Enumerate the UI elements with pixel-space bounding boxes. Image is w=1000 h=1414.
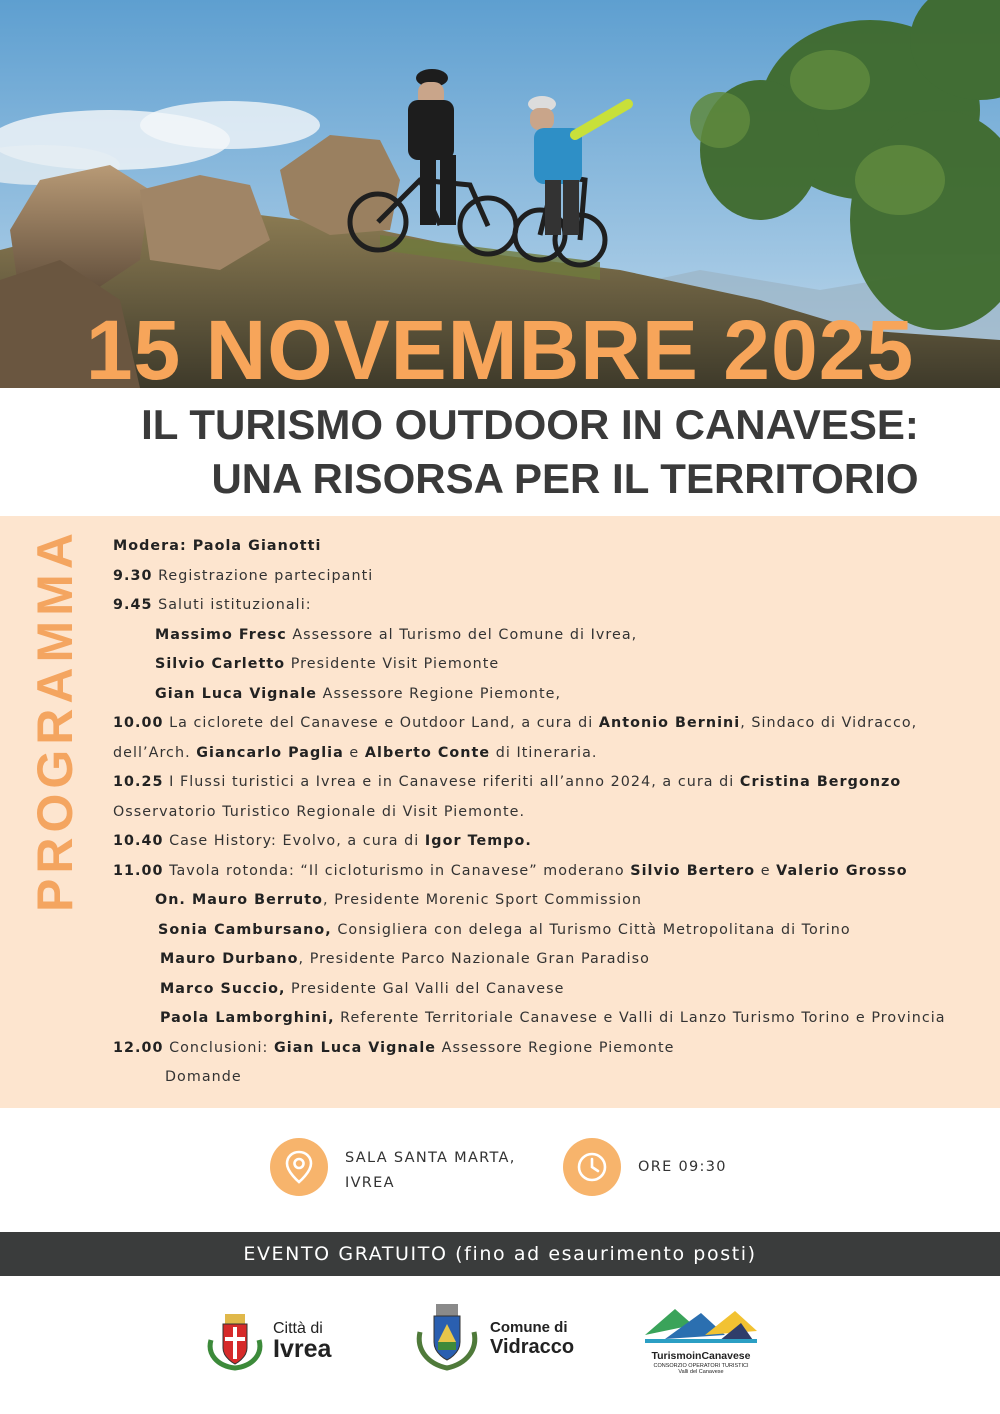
program-line-text: di Itineraria.: [490, 744, 598, 761]
program-line: [113, 886, 993, 916]
program-line-bold-text: Igor Tempo.: [424, 833, 532, 849]
ivrea-logo-line-1: Città di: [273, 1319, 323, 1337]
program-line-text: Domande: [165, 1069, 242, 1085]
program-line: [113, 1004, 993, 1034]
program-line-text: Tavola rotonda: “Il cicloturismo in Canavese” moderano: [163, 862, 631, 879]
program-line-bold-text: Modera: Paola Gianotti: [113, 538, 322, 554]
program-line-bold-text: Marco Succio,: [160, 980, 286, 997]
program-line-text: Assessore Regione Piemonte,: [317, 685, 562, 702]
program-line-bold-text: Gian Luca Vignale: [273, 1039, 437, 1056]
program-line-bold-text: Sonia Cambursano,: [158, 921, 332, 938]
location-line-1: SALA SANTA MARTA,: [345, 1150, 516, 1166]
location-line-2: IVREA: [345, 1175, 395, 1191]
program-line-bold-text: Cristina Bergonzo: [739, 774, 902, 790]
program-line: [113, 680, 993, 710]
event-date: 15 NOVEMBRE 2025: [85, 303, 915, 397]
program-line-text: Registrazione partecipanti: [152, 567, 374, 584]
program-line: [113, 591, 993, 621]
program-line-bold-text: 10.00: [113, 715, 164, 731]
program-line-text: Presidente Gal Valli del Canavese: [285, 980, 565, 997]
program-line: [113, 562, 993, 592]
program-line-bold-text: 9.30: [113, 567, 153, 584]
program-line-bold-text: 12.00: [113, 1039, 164, 1056]
program-line: [113, 1034, 993, 1064]
turismo-logo-name: TurismoinCanavese: [651, 1350, 751, 1362]
program-line: [113, 798, 993, 828]
program-line-text: dell’Arch.: [113, 744, 197, 761]
program-line: [113, 827, 993, 857]
logo-citta-di-ivrea: [205, 1310, 331, 1372]
free-event-banner: EVENTO GRATUITO (fino ad esaurimento posti): [0, 1232, 1000, 1276]
ivrea-logo-line-2: Ivrea: [273, 1334, 332, 1363]
program-line-bold-text: Mauro Durbano: [160, 951, 299, 967]
title-line-2: UNA RISORSA PER IL TERRITORIO: [211, 455, 919, 502]
program-label-text: PROGRAMMA: [27, 528, 83, 912]
program-line-text: , Sindaco di Vidracco,: [740, 715, 918, 731]
program-line: [113, 945, 993, 975]
program-line-bold-text: 11.00: [113, 862, 164, 879]
program-line-bold-text: Silvio Bertero: [630, 862, 756, 879]
program-line: [113, 857, 993, 887]
program-line: [113, 709, 993, 739]
program-line-bold-text: Valerio Grosso: [776, 862, 908, 879]
program-line: [113, 975, 993, 1005]
program-line-text: Assessore al Turismo del Comune di Ivrea,: [286, 626, 638, 643]
logo-turismo-in-canavese: [645, 1305, 757, 1376]
program-line-bold-text: 10.40: [113, 833, 164, 849]
vidracco-logo-line-1: Comune di: [490, 1318, 568, 1336]
program-line-bold-text: 10.25: [113, 774, 164, 790]
program-line-text: Consigliera con delega al Turismo Città Metropolitana di Torino: [331, 921, 851, 938]
ivrea-coat-of-arms-icon: [205, 1310, 265, 1372]
turismo-canavese-mountains-icon: [645, 1305, 757, 1347]
program-line-text: , Presidente Morenic Sport Commission: [323, 892, 643, 908]
vidracco-coat-of-arms-icon: [412, 1302, 482, 1374]
program-line: [113, 1063, 993, 1093]
program-line-bold-text: Giancarlo Paglia: [196, 744, 344, 761]
turismo-logo-sub-1: CONSORZIO OPERATORI TURISTICI: [653, 1362, 749, 1369]
program-line: [113, 768, 993, 798]
logo-comune-di-vidracco: [412, 1302, 574, 1374]
program-line-bold-text: Massimo Fresc: [155, 626, 287, 643]
turismo-logo-sub-2: Valli del Canavese: [678, 1369, 724, 1375]
vidracco-logo-line-2: Vidracco: [490, 1335, 575, 1358]
program-line-text: Case History: Evolvo, a cura di: [163, 833, 425, 849]
program-line: [113, 650, 993, 680]
program-line-text: Assessore Regione Piemonte: [436, 1039, 675, 1056]
program-line-text: , Presidente Parco Nazionale Gran Paradiso: [298, 951, 650, 967]
program-line-bold-text: Silvio Carletto: [155, 656, 286, 672]
program-line-bold-text: On. Mauro Berruto: [155, 892, 324, 908]
program-line-text: I Flussi turistici a Ivrea e in Canavese riferiti all’anno 2024, a cura di: [163, 774, 740, 790]
program-line-text: Presidente Visit Piemonte: [285, 656, 500, 672]
program-line: [113, 532, 993, 562]
program-line-bold-text: Paola Lamborghini,: [160, 1010, 335, 1026]
clock-icon: [563, 1138, 621, 1196]
title-line-1: IL TURISMO OUTDOOR IN CANAVESE:: [141, 401, 919, 448]
program-line-bold-text: Gian Luca Vignale: [155, 685, 318, 702]
program-line-text: e: [755, 862, 777, 879]
program-line-bold-text: 9.45: [113, 597, 153, 613]
program-line: [113, 739, 993, 769]
event-location: [345, 1146, 516, 1196]
program-line: [113, 621, 993, 651]
program-line-text: Referente Territoriale Canavese e Valli di Lanzo Turismo Torino e Provincia: [334, 1010, 946, 1026]
event-title: [0, 398, 1000, 506]
program-line-text: La ciclorete del Canavese e Outdoor Land, a cura di: [163, 715, 599, 731]
program-vertical-label: [20, 528, 90, 912]
program-line-text: Saluti istituzionali:: [152, 597, 312, 613]
event-time: ORE 09:30: [638, 1159, 727, 1175]
map-pin-icon: [270, 1138, 328, 1196]
program-line: [113, 916, 993, 946]
program-list: [113, 532, 993, 1093]
program-line-text: e: [343, 744, 365, 761]
program-line-text: Osservatorio Turistico Regionale di Visit Piemonte.: [113, 803, 526, 820]
program-line-bold-text: Antonio Bernini: [598, 715, 741, 731]
program-line-text: Conclusioni:: [163, 1039, 274, 1056]
program-line-bold-text: Alberto Conte: [364, 744, 491, 761]
